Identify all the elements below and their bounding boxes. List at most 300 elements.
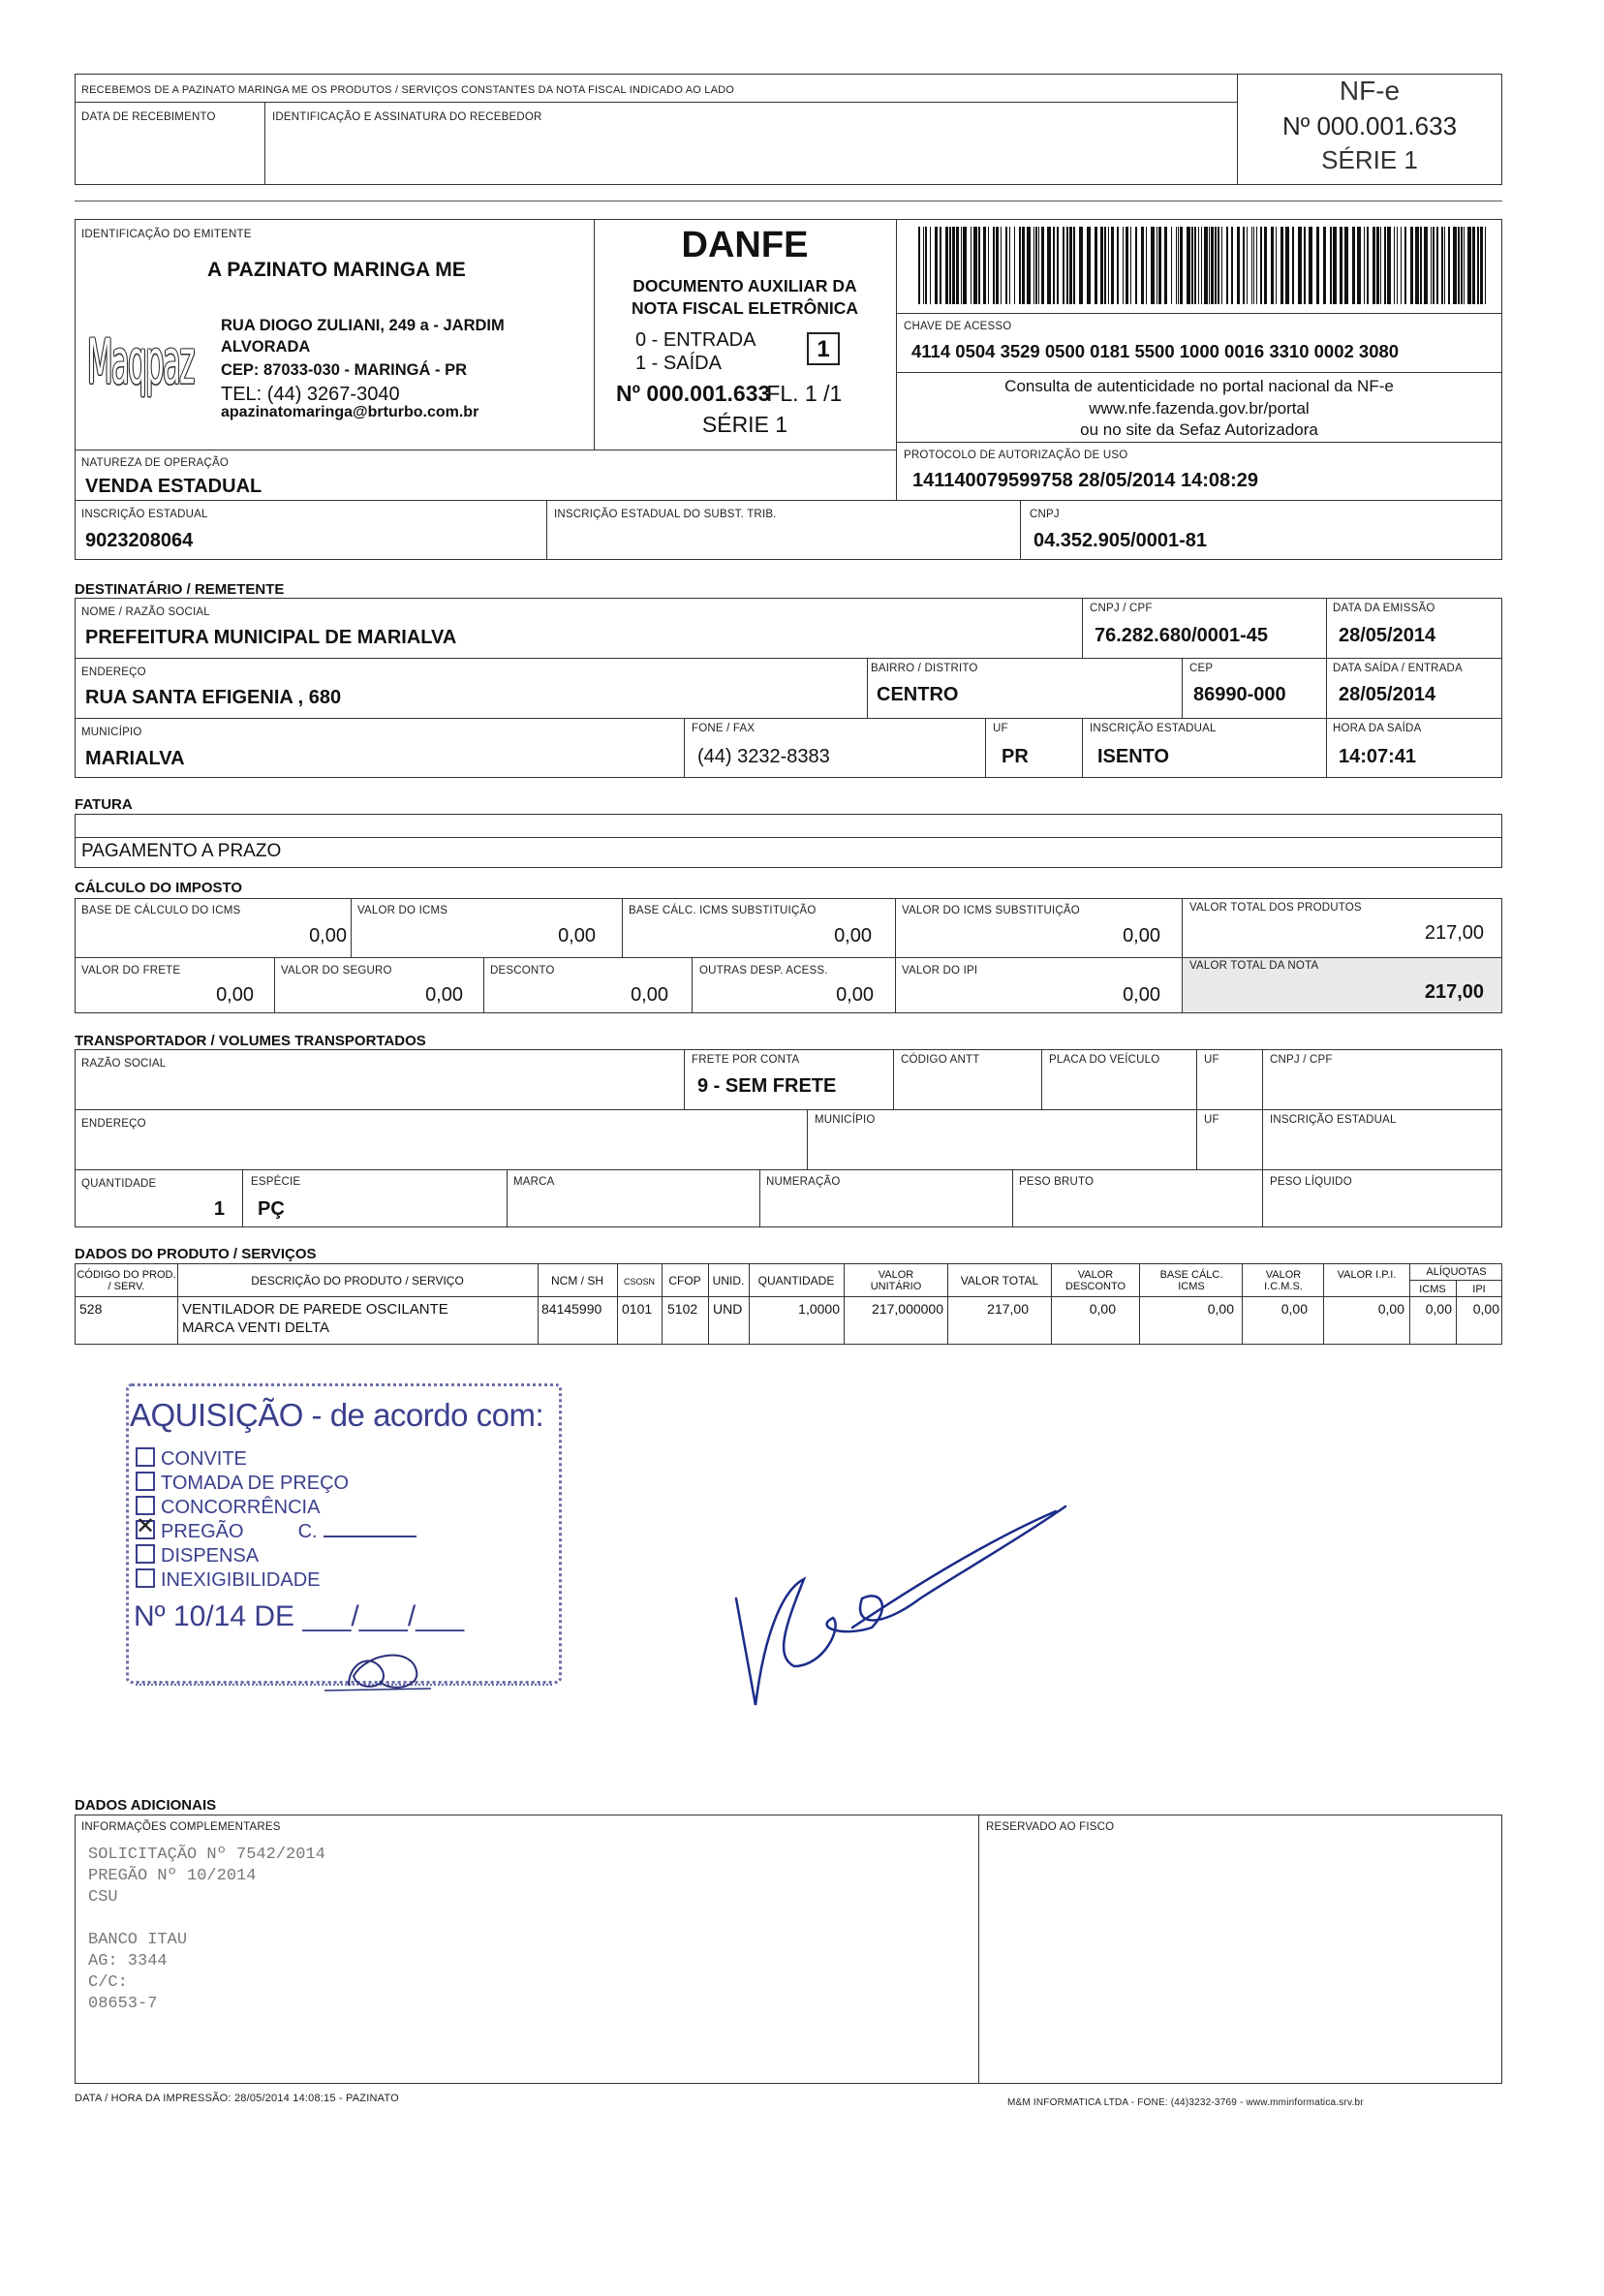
barcode-bar <box>1218 227 1219 304</box>
emitter-section-label: IDENTIFICAÇÃO DO EMITENTE <box>81 229 252 240</box>
rec-saida-label: DATA SAÍDA / ENTRADA <box>1333 663 1463 674</box>
barcode-bar <box>1458 227 1460 304</box>
protocolo-value: 141140079599758 28/05/2014 14:08:29 <box>912 470 1259 491</box>
barcode-bar <box>1477 227 1479 304</box>
barcode-bar <box>1285 227 1289 304</box>
barcode-bar <box>961 227 962 304</box>
barcode-bar <box>1027 227 1031 304</box>
rec-municipio: MARIALVA <box>85 748 185 769</box>
fatura-pagamento: PAGAMENTO A PRAZO <box>81 841 282 861</box>
danfe-subtitle2: NOTA FISCAL ELETRÔNICA <box>632 298 858 318</box>
base-st-label: BASE CÁLC. ICMS SUBSTITUIÇÃO <box>629 905 817 916</box>
barcode-bar <box>1104 227 1106 304</box>
outras-label: OUTRAS DESP. ACESS. <box>699 965 828 977</box>
t-qtd-label: QUANTIDADE <box>81 1178 157 1190</box>
barcode-bar <box>1057 227 1059 304</box>
th-base: BASE CÁLC. ICMS <box>1159 1269 1223 1292</box>
barcode-bar <box>1237 227 1240 304</box>
seguro-value: 0,00 <box>425 984 463 1006</box>
receipt-nfe: NF-e <box>1339 76 1401 106</box>
emitter-cep: CEP: 87033-030 - MARINGÁ - PR <box>221 361 467 379</box>
barcode-bar <box>1209 227 1210 304</box>
barcode-bar <box>952 227 955 304</box>
rec-ie-label: INSCRIÇÃO ESTADUAL <box>1090 723 1217 734</box>
fatura-section: FATURA <box>75 796 133 813</box>
outras-value: 0,00 <box>836 984 874 1006</box>
barcode-bar <box>1467 227 1471 304</box>
barcode-bar <box>1280 227 1283 304</box>
stamp-item-label: CONCORRÊNCIA <box>161 1497 321 1518</box>
emitter-name: A PAZINATO MARINGA ME <box>207 259 466 281</box>
stamp-item-label: CONVITE <box>161 1448 247 1470</box>
logo-text: Maqpaz <box>87 326 194 399</box>
receipt-date-label: DATA DE RECEBIMENTO <box>81 111 216 123</box>
barcode-bar <box>1226 227 1228 304</box>
barcode-bar <box>1095 227 1097 304</box>
barcode-bar <box>1485 227 1486 304</box>
barcode-bar <box>1304 227 1306 304</box>
barcode-bar <box>923 227 924 304</box>
rec-emissao: 28/05/2014 <box>1339 625 1436 646</box>
th-cfop: CFOP <box>668 1274 701 1288</box>
barcode-bar <box>1247 227 1248 304</box>
barcode-bar <box>1424 227 1428 304</box>
barcode-bar <box>930 227 931 304</box>
barcode-bar <box>1461 227 1463 304</box>
t-antt-label: CÓDIGO ANTT <box>901 1054 980 1066</box>
rec-fone-label: FONE / FAX <box>692 723 756 734</box>
desconto-value: 0,00 <box>631 984 668 1006</box>
barcode-bar <box>1357 227 1361 304</box>
receipt-sign-label: IDENTIFICAÇÃO E ASSINATURA DO RECEBEDOR <box>272 111 542 123</box>
info-line: C/C: <box>88 1973 128 1992</box>
cell-ncm: 84145990 <box>541 1301 602 1317</box>
th-vtotal: VALOR TOTAL <box>960 1274 1039 1288</box>
barcode-bar <box>1035 227 1037 304</box>
valor-st-label: VALOR DO ICMS SUBSTITUIÇÃO <box>902 905 1080 916</box>
barcode-bar <box>1352 227 1355 304</box>
barcode-bar <box>1364 227 1365 304</box>
cnpj-value: 04.352.905/0001-81 <box>1033 530 1208 551</box>
t-frete: 9 - SEM FRETE <box>697 1075 837 1097</box>
barcode-bar <box>1480 227 1483 304</box>
barcode-bar <box>1397 227 1398 304</box>
barcode-bar <box>1215 227 1217 304</box>
barcode-bar <box>1100 227 1103 304</box>
barcode-bar <box>1063 227 1064 304</box>
barcode-bar <box>956 227 959 304</box>
barcode-bar <box>1394 227 1395 304</box>
ie-value: 9023208064 <box>85 530 194 551</box>
stamp-number-line: Nº 10/14 DE ___/___/___ <box>134 1600 465 1632</box>
rec-fone: (44) 3232-8383 <box>697 746 830 767</box>
barcode-bar <box>1433 227 1434 304</box>
receipt-statement: RECEBEMOS DE A PAZINATO MARINGA ME OS PRODUTOS / SERVIÇOS CONSTANTES DA NOTA FISCAL INDICADO AO LADO <box>81 84 735 96</box>
barcode-bar <box>1158 227 1161 304</box>
footer-left: DATA / HORA DA IMPRESSÃO: 28/05/2014 14:08:15 - PAZINATO <box>75 2093 399 2104</box>
ie-st-label: INSCRIÇÃO ESTADUAL DO SUBST. TRIB. <box>554 509 777 520</box>
total-prod: 217,00 <box>1424 922 1484 944</box>
rec-saida: 28/05/2014 <box>1339 684 1436 705</box>
rec-uf-label: UF <box>993 723 1008 734</box>
natureza-value: VENDA ESTADUAL <box>85 476 262 497</box>
rec-name-label: NOME / RAZÃO SOCIAL <box>81 606 210 618</box>
barcode-bar <box>1251 227 1252 304</box>
danfe-fl: FL. 1 /1 <box>766 381 843 406</box>
cell-csosn: 0101 <box>622 1301 653 1317</box>
barcode-bar <box>1178 227 1179 304</box>
barcode-bar <box>1420 227 1422 304</box>
rec-ie: ISENTO <box>1097 746 1170 767</box>
access-key-label: CHAVE DE ACESSO <box>904 321 1012 332</box>
barcode-bar <box>963 227 967 304</box>
barcode-bar <box>1066 227 1068 304</box>
transport-section: TRANSPORTADOR / VOLUMES TRANSPORTADOS <box>75 1033 426 1049</box>
consult-line2: www.nfe.fazenda.gov.br/portal <box>1089 399 1310 418</box>
stamp-initials-icon <box>320 1632 436 1700</box>
barcode-bar <box>1069 227 1072 304</box>
info-label: INFORMAÇÕES COMPLEMENTARES <box>81 1821 281 1833</box>
stamp-item-label: TOMADA DE PREÇO <box>161 1473 350 1494</box>
info-line: BANCO ITAU <box>88 1931 188 1949</box>
t-razao-label: RAZÃO SOCIAL <box>81 1058 167 1070</box>
cell-vicms: 0,00 <box>1280 1301 1308 1317</box>
footer-right: M&M INFORMATICA LTDA - FONE: (44)3232-3769 - www.mminformatica.srv.br <box>1007 2097 1364 2108</box>
t-ie-label: INSCRIÇÃO ESTADUAL <box>1270 1114 1397 1126</box>
barcode-bar <box>1316 227 1319 304</box>
barcode-bar <box>1191 227 1193 304</box>
checkbox-icon <box>136 1496 155 1515</box>
t-uf2-label: UF <box>1204 1114 1219 1126</box>
th-csosn: CSOSN <box>623 1277 655 1287</box>
danfe-number-value: Nº 000.001.633 <box>616 381 771 406</box>
barcode-bar <box>1079 227 1083 304</box>
rec-hora-label: HORA DA SAÍDA <box>1333 723 1422 734</box>
barcode-bar <box>1041 227 1044 304</box>
barcode-bar <box>1340 227 1342 304</box>
barcode-bar <box>1298 227 1302 304</box>
access-key: 4114 0504 3529 0500 0181 5500 1000 0016 3310 0002 3080 <box>911 341 1400 361</box>
desconto-label: DESCONTO <box>490 965 555 977</box>
barcode-bar <box>1271 227 1274 304</box>
fatura-block <box>75 814 1502 868</box>
th-unid: UNID. <box>712 1274 745 1288</box>
barcode-bar <box>1431 227 1432 304</box>
t-peso-bruto-label: PESO BRUTO <box>1019 1176 1095 1188</box>
info-lines <box>88 1845 325 2015</box>
barcode-bar <box>1415 227 1419 304</box>
t-placa-label: PLACA DO VEÍCULO <box>1049 1054 1160 1066</box>
stamp-item-convite <box>136 1447 552 1472</box>
rec-cep-label: CEP <box>1189 663 1214 674</box>
info-line: PREGÃO Nº 10/2014 <box>88 1867 257 1885</box>
t-uf-label: UF <box>1204 1054 1219 1066</box>
barcode-bar <box>1292 227 1294 304</box>
checkbox-icon <box>136 1447 155 1467</box>
danfe-title: DANFE <box>681 225 809 265</box>
valor-icms-label: VALOR DO ICMS <box>357 905 448 916</box>
barcode-bar <box>1001 227 1002 304</box>
stamp-item-dispensa <box>136 1544 552 1568</box>
barcode-bar <box>935 227 938 304</box>
barcode-bar <box>1194 227 1196 304</box>
barcode-bar <box>1198 227 1199 304</box>
cnpj-label: CNPJ <box>1030 509 1060 520</box>
info-line: CSU <box>88 1888 118 1907</box>
stamp-title: AQUISIÇÃO - de acordo com: <box>130 1397 544 1433</box>
danfe-type-box: 1 <box>807 332 840 365</box>
barcode-bar <box>1130 227 1131 304</box>
barcode-bar <box>1187 227 1190 304</box>
t-frete-label: FRETE POR CONTA <box>692 1054 800 1066</box>
th-descricao: DESCRIÇÃO DO PRODUTO / SERVIÇO <box>251 1274 464 1288</box>
barcode-bar <box>1448 227 1450 304</box>
signature-icon <box>697 1482 1085 1724</box>
barcode-bar <box>1373 227 1375 304</box>
barcode-bar <box>1309 227 1312 304</box>
barcode-bar <box>1221 227 1222 304</box>
stamp-item-inexigibilidade <box>136 1568 552 1593</box>
th-ncm: NCM / SH <box>551 1274 603 1288</box>
barcode-bar <box>1253 227 1254 304</box>
frete-value: 0,00 <box>216 984 254 1006</box>
cell-qtd: 1,0000 <box>798 1301 840 1317</box>
danfe-saida: 1 - SAÍDA <box>635 353 722 374</box>
total-nota: 217,00 <box>1424 981 1484 1003</box>
ipi-value: 0,00 <box>1123 984 1160 1006</box>
cell-aipi: 0,00 <box>1472 1301 1499 1317</box>
barcode-bar <box>1330 227 1332 304</box>
barcode-bar <box>1344 227 1348 304</box>
stamp-item-tomada <box>136 1472 552 1496</box>
cell-desc2: MARCA VENTI DELTA <box>182 1319 329 1336</box>
barcode-bar <box>1005 227 1007 304</box>
barcode-bar <box>1404 227 1406 304</box>
barcode-bar <box>1211 227 1214 304</box>
products-section: DADOS DO PRODUTO / SERVIÇOS <box>75 1246 317 1262</box>
info-line: 08653-7 <box>88 1995 158 2013</box>
rec-bairro-label: BAIRRO / DISTRITO <box>871 663 978 674</box>
barcode-bar <box>1009 227 1010 304</box>
barcode-bar <box>1384 227 1386 304</box>
barcode-bar <box>971 227 972 304</box>
barcode-bar <box>1022 227 1025 304</box>
valor-st: 0,00 <box>1123 925 1160 946</box>
barcode-bar <box>1123 227 1124 304</box>
cell-vunit: 217,000000 <box>872 1301 943 1317</box>
frete-label: VALOR DO FRETE <box>81 965 181 977</box>
barcode-bar <box>1441 227 1443 304</box>
rec-cnpj: 76.282.680/0001-45 <box>1095 625 1269 646</box>
barcode-bar <box>1038 227 1039 304</box>
danfe-entrada: 0 - ENTRADA <box>635 329 756 351</box>
cell-vtotal: 217,00 <box>987 1301 1029 1317</box>
checkbox-icon <box>136 1544 155 1564</box>
t-cnpj-label: CNPJ / CPF <box>1270 1054 1333 1066</box>
barcode-bar <box>1323 227 1326 304</box>
barcode-bar <box>1410 227 1413 304</box>
info-line: AG: 3344 <box>88 1952 168 1970</box>
barcode-bar <box>1387 227 1391 304</box>
barcode-bar <box>1164 227 1167 304</box>
cell-aicms: 0,00 <box>1425 1301 1452 1317</box>
stamp-items <box>136 1447 552 1593</box>
info-line <box>88 1908 325 1930</box>
barcode-bar <box>1047 227 1051 304</box>
barcode-bar <box>1053 227 1055 304</box>
base-icms-label: BASE DE CÁLCULO DO ICMS <box>81 905 241 916</box>
th-vipi: VALOR I.P.I. <box>1337 1269 1397 1281</box>
barcode-bar <box>1073 227 1075 304</box>
stamp-item-label: INEXIGIBILIDADE <box>161 1569 321 1591</box>
t-qtd: 1 <box>213 1198 225 1220</box>
checked-box-icon: ✕ <box>136 1513 156 1539</box>
t-peso-liq-label: PESO LÍQUIDO <box>1270 1176 1352 1188</box>
consult-line3: ou no site da Sefaz Autorizadora <box>1080 420 1318 439</box>
emitter-address1: RUA DIOGO ZULIANI, 249 a - JARDIM <box>221 317 505 334</box>
th-aliq: ALÍQUOTAS <box>1426 1266 1487 1278</box>
th-vunit: VALOR UNITÁRIO <box>870 1269 922 1292</box>
stamp-item-label: DISPENSA <box>161 1545 260 1567</box>
barcode-bar <box>1171 227 1172 304</box>
ipi-label: VALOR DO IPI <box>902 965 978 977</box>
receipt-serie: SÉRIE 1 <box>1321 145 1418 174</box>
barcode-bar <box>1464 227 1465 304</box>
barcode-bar <box>1231 227 1233 304</box>
cell-vipi: 0,00 <box>1377 1301 1404 1317</box>
rec-endereco-label: ENDEREÇO <box>81 667 146 678</box>
cut-line <box>75 201 1502 202</box>
th-aipi: IPI <box>1472 1284 1486 1295</box>
cell-vdesc: 0,00 <box>1089 1301 1116 1317</box>
info-line: SOLICITAÇÃO Nº 7542/2014 <box>88 1846 325 1864</box>
emitter-logo <box>87 310 203 419</box>
cell-cfop: 5102 <box>667 1301 698 1317</box>
cell-unid: UND <box>713 1301 743 1317</box>
th-qtd: QUANTIDADE <box>757 1274 835 1288</box>
barcode-bar <box>1436 227 1438 304</box>
checkbox-icon <box>136 1472 155 1491</box>
protocolo-label: PROTOCOLO DE AUTORIZAÇÃO DE USO <box>904 450 1128 461</box>
stamp-item-label: PREGÃO <box>161 1521 244 1542</box>
th-vdesc: VALOR DESCONTO <box>1064 1269 1126 1292</box>
rec-bairro: CENTRO <box>877 684 959 705</box>
fisco-label: RESERVADO AO FISCO <box>986 1821 1115 1833</box>
danfe-serie: SÉRIE 1 <box>701 412 788 437</box>
barcode-bar <box>1444 227 1445 304</box>
additional-section: DADOS ADICIONAIS <box>75 1797 217 1814</box>
barcode-bar <box>1014 227 1015 304</box>
barcode-bar <box>1333 227 1337 304</box>
barcode-bar <box>1376 227 1379 304</box>
ie-label: INSCRIÇÃO ESTADUAL <box>81 509 208 520</box>
rec-name: PREFEITURA MUNICIPAL DE MARIALVA <box>85 627 457 648</box>
cell-base: 0,00 <box>1207 1301 1234 1317</box>
barcode-bar <box>1243 227 1245 304</box>
barcode-bar <box>1264 227 1267 304</box>
emitter-address2: ALVORADA <box>221 338 311 356</box>
barcode-bar <box>993 227 995 304</box>
t-especie: PÇ <box>258 1198 285 1220</box>
cell-desc1: VENTILADOR DE PAREDE OSCILANTE <box>182 1301 448 1318</box>
barcode-bar <box>978 227 980 304</box>
natureza-label: NATUREZA DE OPERAÇÃO <box>81 457 230 469</box>
t-municipio-label: MUNICÍPIO <box>815 1114 876 1126</box>
barcode-bar <box>1367 227 1369 304</box>
danfe-number <box>616 381 842 407</box>
stamp-c-label: C. <box>297 1521 318 1542</box>
barcode-bar <box>1260 227 1262 304</box>
barcode-bar <box>988 227 989 304</box>
barcode-bar <box>1146 227 1147 304</box>
emitter-tel: TEL: (44) 3267-3040 <box>221 384 400 405</box>
seguro-label: VALOR DO SEGURO <box>281 965 392 977</box>
barcode-bar <box>1126 227 1128 304</box>
barcode-bar <box>1117 227 1119 304</box>
rec-emissao-label: DATA DA EMISSÃO <box>1333 603 1435 614</box>
barcode-bar <box>1401 227 1402 304</box>
barcode-bar <box>973 227 977 304</box>
barcode-bar <box>918 227 920 304</box>
barcode-bar <box>983 227 986 304</box>
total-nota-label: VALOR TOTAL DA NOTA <box>1189 960 1319 972</box>
barcode-bar <box>1201 227 1202 304</box>
barcode-bar <box>1276 227 1277 304</box>
th-vicms: VALOR I.C.M.S. <box>1264 1269 1303 1292</box>
cell-codigo: 528 <box>79 1301 103 1317</box>
th-codigo: CÓDIGO DO PROD. / SERV. <box>77 1269 176 1292</box>
rec-hora: 14:07:41 <box>1339 746 1417 767</box>
barcode-bar <box>1033 227 1034 304</box>
barcode-bar <box>1380 227 1381 304</box>
rec-endereco: RUA SANTA EFIGENIA , 680 <box>85 687 342 708</box>
receipt-number: Nº 000.001.633 <box>1281 111 1458 140</box>
imposto-section: CÁLCULO DO IMPOSTO <box>75 880 243 896</box>
rec-municipio-label: MUNICÍPIO <box>81 727 142 738</box>
barcode-bar <box>940 227 941 304</box>
t-marca-label: MARCA <box>513 1176 555 1188</box>
barcode-bar <box>1111 227 1114 304</box>
danfe-subtitle1: DOCUMENTO AUXILIAR DA <box>632 276 857 295</box>
base-st: 0,00 <box>834 925 872 946</box>
rec-cep: 86990-000 <box>1193 684 1286 705</box>
t-numeracao-label: NUMERAÇÃO <box>766 1176 841 1188</box>
stamp-item-concorrencia <box>136 1496 552 1520</box>
barcode-bar <box>945 227 948 304</box>
emitter-email: apazinatomaringa@brturbo.com.br <box>221 404 479 420</box>
barcode-bar <box>1204 227 1208 304</box>
barcode-bar <box>949 227 951 304</box>
total-prod-label: VALOR TOTAL DOS PRODUTOS <box>1189 902 1362 914</box>
base-icms: 0,00 <box>309 925 347 946</box>
barcode-bar <box>1176 227 1177 304</box>
t-endereco-label: ENDEREÇO <box>81 1118 146 1130</box>
barcode-bar <box>996 227 999 304</box>
barcode-bar <box>1151 227 1155 304</box>
barcode <box>914 225 1491 306</box>
barcode-bar <box>1108 227 1109 304</box>
barcode-bar <box>1472 227 1475 304</box>
rec-cnpj-label: CNPJ / CPF <box>1090 603 1153 614</box>
barcode-bar <box>1256 227 1257 304</box>
valor-icms: 0,00 <box>558 925 596 946</box>
consult-line1: Consulta de autenticidade no portal nacional da NF-e <box>1004 377 1394 395</box>
barcode-bar <box>1453 227 1457 304</box>
recipient-section: DESTINATÁRIO / REMETENTE <box>75 581 285 598</box>
barcode-bar <box>1180 227 1183 304</box>
barcode-bar <box>1019 227 1021 304</box>
barcode-bar <box>1087 227 1091 304</box>
